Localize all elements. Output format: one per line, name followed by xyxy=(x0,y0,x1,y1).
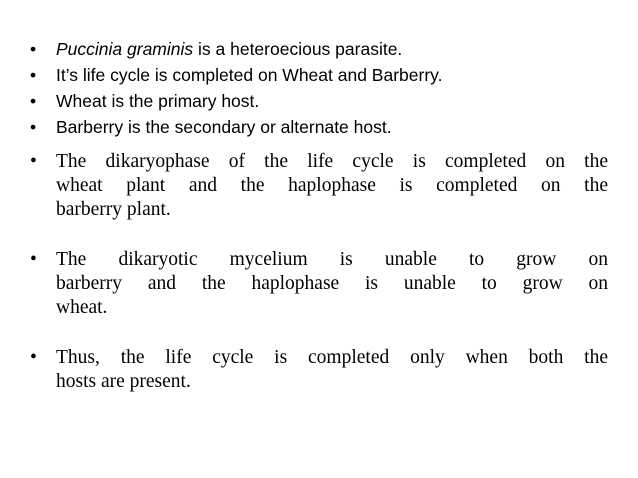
bullet-line: wheat. xyxy=(56,297,108,318)
bullet-line: barberry plant. xyxy=(56,199,171,220)
bullet-line: hosts are present. xyxy=(56,371,191,392)
bullet-dot-icon: • xyxy=(30,91,37,111)
bullet-dot-icon: • xyxy=(30,39,37,59)
bullet-line: The dikaryotic mycelium is unable to grow on xyxy=(56,249,608,270)
bullet-line: The dikaryophase of the life cycle is completed on the xyxy=(56,151,608,172)
bullet-text xyxy=(56,346,608,394)
bullet-line: Thus, the life cycle is completed only when both the xyxy=(56,347,608,368)
species-name: Puccinia graminis xyxy=(56,39,194,59)
bullet-text: Wheat is the primary host. xyxy=(56,91,260,111)
bullet-text xyxy=(56,150,608,222)
bullet-text: Barberry is the secondary or alternate host. xyxy=(56,117,392,137)
bullet-text xyxy=(56,248,608,320)
bullet-text: It’s life cycle is completed on Wheat and Barberry. xyxy=(56,65,443,85)
bullet-dot-icon: • xyxy=(30,65,37,85)
bullet-dot-icon: • xyxy=(30,347,37,368)
bullet-line: wheat plant and the haplophase is completed on the xyxy=(56,175,608,196)
bullet-dot-icon: • xyxy=(30,249,37,270)
bullet-dot-icon: • xyxy=(30,117,37,137)
bullet-text-rest: is a heteroecious parasite. xyxy=(193,39,403,59)
bullet-text xyxy=(56,36,402,62)
bullet-line: barberry and the haplophase is unable to grow on xyxy=(56,273,608,294)
bullet-dot-icon: • xyxy=(30,151,37,172)
